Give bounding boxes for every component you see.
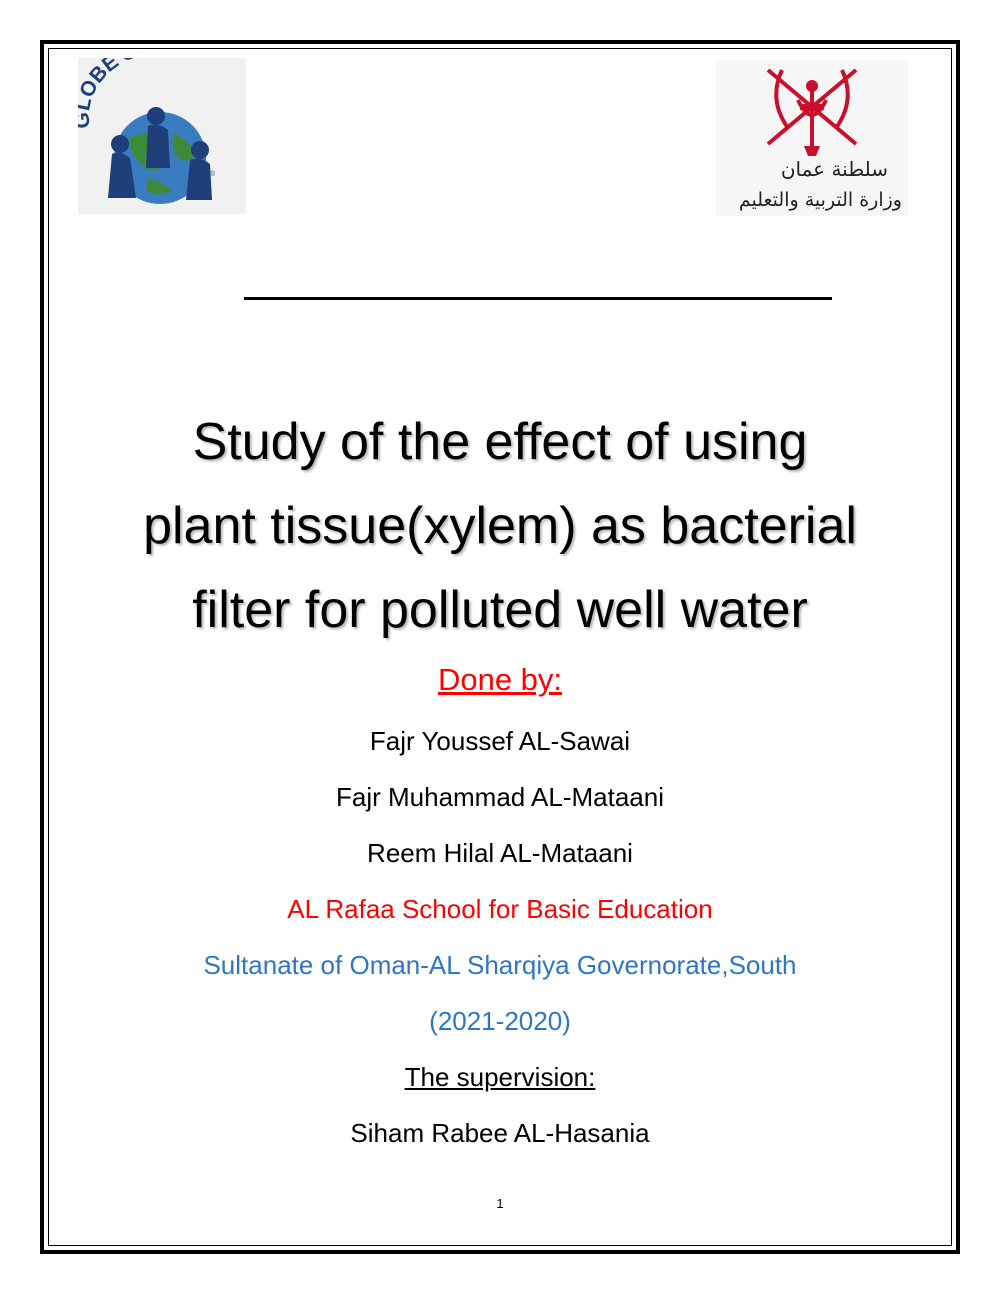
arabic-line-2: وزارة التربية والتعليم [738,189,902,211]
school-name: AL Rafaa School for Basic Education [287,894,713,924]
ministry-emblem-logo [716,60,908,216]
author-name: Reem Hilal AL-Mataani [367,838,633,868]
page-number: 1 [496,1196,504,1211]
arabic-line-1: سلطنة عمان [780,157,888,181]
author-name: Fajr Muhammad AL-Mataani [335,782,665,812]
globe-oman-logo [78,58,246,214]
done-by-heading: Done by: [437,662,563,697]
horizontal-rule [244,297,832,300]
svg-text:®: ® [210,171,216,178]
title-line-1: Study of the effect of using [192,413,808,471]
title-line-2: plant tissue(xylem) as bacterial [143,497,857,555]
globe-logo-text: BE [85,58,123,88]
supervision-heading: The supervision: [404,1062,596,1092]
supervisor-name: Siham Rabee AL-Hasania [350,1118,650,1148]
document-title [60,400,940,652]
academic-years: (2021-2020) [429,1006,571,1036]
title-line-3: filter for polluted well water [192,581,808,639]
location-text: Sultanate of Oman-AL Sharqiya Governorate,South [203,950,797,980]
author-name: Fajr Youssef AL-Sawai [369,726,631,756]
